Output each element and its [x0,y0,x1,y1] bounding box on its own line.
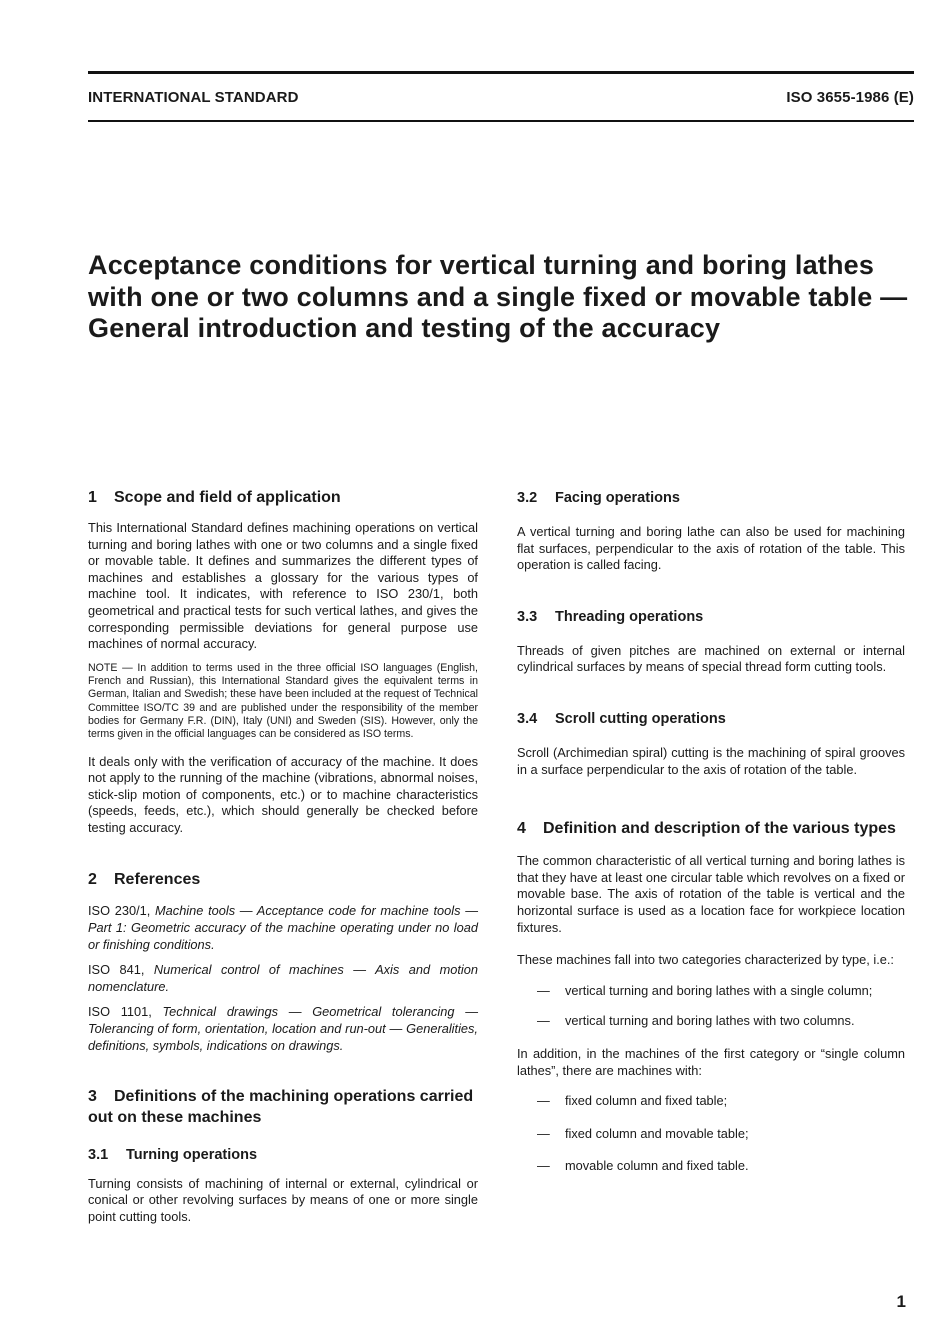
section-title: Definition and description of the various types [543,820,896,838]
subsection-3-4-heading [517,710,905,729]
list-item: — vertical turning and boring lathes with two columns. [517,1013,905,1030]
section-number: 2 [88,870,97,888]
reference-item [88,1003,478,1054]
section-title: Scope and field of application [114,489,341,506]
section-1-paragraph-1: This International Standard defines machining operations on vertical turning and boring lathes with one or two columns and a single fixed or movable table. It defines and summarizes the different types of machines and establishes a glossary for the various types of machine tool. It indicates, with reference to ISO 230/1, both geometrical and practical tests for such vertical lathes, and gives the corresponding permissible deviations for general purpose use machines of normal accuracy. [88,520,478,652]
header-document-type: INTERNATIONAL STANDARD [88,89,299,106]
subsection-number: 3.4 [517,710,538,727]
subsection-title: Turning operations [126,1146,258,1163]
reference-title: Technical drawings — Geometrical tolerancing — Tolerancing of form, orientation, location and run-out — Generalities, definitions, symbols, indications on drawings. [88,1003,478,1053]
list-item: — movable column and fixed table. [517,1158,905,1175]
subsection-3-3-text: Threads of given pitches are machined on external or internal cylindrical surfaces by means of special thread form cutting tools. [517,642,905,675]
subsection-title: Facing operations [555,490,680,506]
section-4-paragraph-2: These machines fall into two categories characterized by type, i.e.: [517,952,894,968]
reference-code: ISO 1101, [88,1003,152,1019]
section-1-paragraph-2: It deals only with the verification of accuracy of the machine. It does not apply to the running of the machine (vibrations, abnormal noises, stick-slip motion of components, etc.) or to machine characteristics (speeds, feeds, etc.), which should generally be checked before testing accuracy. [88,753,478,835]
reference-code: ISO 230/1, [88,902,151,918]
page-number: 1 [896,1292,906,1311]
header-rule-bottom [88,120,914,122]
section-number: 3 [88,1087,97,1105]
right-column [517,487,905,1175]
section-2-heading [88,869,478,890]
document-title: Acceptance conditions for vertical turning and boring lathes with one or two columns and a single fixed or movable table — General introduction and testing of the accuracy [88,250,908,343]
section-4-paragraph-3: In addition, in the machines of the first category or “single column lathes”, there are machines with: [517,1045,905,1078]
reference-title: Machine tools — Acceptance code for machine tools — Part 1: Geometric accuracy of the machine operating under no load or finishing conditions. [88,902,478,952]
reference-item [88,961,478,995]
machine-category-list [517,983,905,1030]
section-4-paragraph-1: The common characteristic of all vertical turning and boring lathes is that they have at least one circular table which revolves on a fixed or movable base. The axis of rotation of the table is vertical and the horizontal surface is used as a location face for workpiece location fixtures. [517,853,905,935]
section-1-note: NOTE — In addition to terms used in the three official ISO languages (English, French and Russian), this International Standard gives the equivalent terms in German, Italian and Swedish; these have been included at the request of Technical Committee ISO/TC 39 and are published under the responsibility of the member bodies for Germany F.R. (DIN), Italy (UNI) and Sweden (SIS). However, only the terms given in the official languages can be considered as ISO terms. [88,661,478,741]
list-item: — fixed column and movable table; [517,1126,905,1143]
section-title: Definitions of the machining operations carried out on these machines [88,1087,474,1126]
section-title: References [114,870,201,888]
subsection-number: 3.1 [88,1146,109,1163]
subsection-3-1-heading [88,1146,478,1165]
list-item: — fixed column and fixed table; [517,1093,905,1110]
single-column-variant-list [517,1093,905,1175]
subsection-3-2-text: A vertical turning and boring lathe can also be used for machining flat surfaces, perpendicular to the axis of rotation of the table. This operation is called facing. [517,524,905,573]
subsection-number: 3.3 [517,608,538,625]
header-rule-top [88,71,914,74]
section-number: 1 [88,489,97,506]
section-1-heading [88,487,478,508]
subsection-title: Scroll cutting operations [555,710,726,727]
reference-code: ISO 841, [88,961,145,977]
section-3-heading [88,1086,478,1128]
subsection-3-2-heading [517,489,905,508]
subsection-number: 3.2 [517,490,538,506]
subsection-3-3-heading [517,608,905,627]
reference-item [88,902,478,953]
list-item: — vertical turning and boring lathes with a single column; [517,983,905,1000]
header-standard-number: ISO 3655-1986 (E) [786,89,914,106]
section-number: 4 [517,820,526,838]
subsection-title: Threading operations [555,608,704,625]
reference-title: Numerical control of machines — Axis and motion nomenclature. [88,961,478,994]
left-column [88,487,478,1225]
subsection-3-1-text: Turning consists of machining of internal or external, cylindrical or conical or other revolving surfaces by means of one or more single point cutting tools. [88,1175,478,1224]
subsection-3-4-text: Scroll (Archimedian spiral) cutting is the machining of spiral grooves in a surface perpendicular to the axis of rotation of the table. [517,744,905,777]
section-4-heading [517,818,905,839]
